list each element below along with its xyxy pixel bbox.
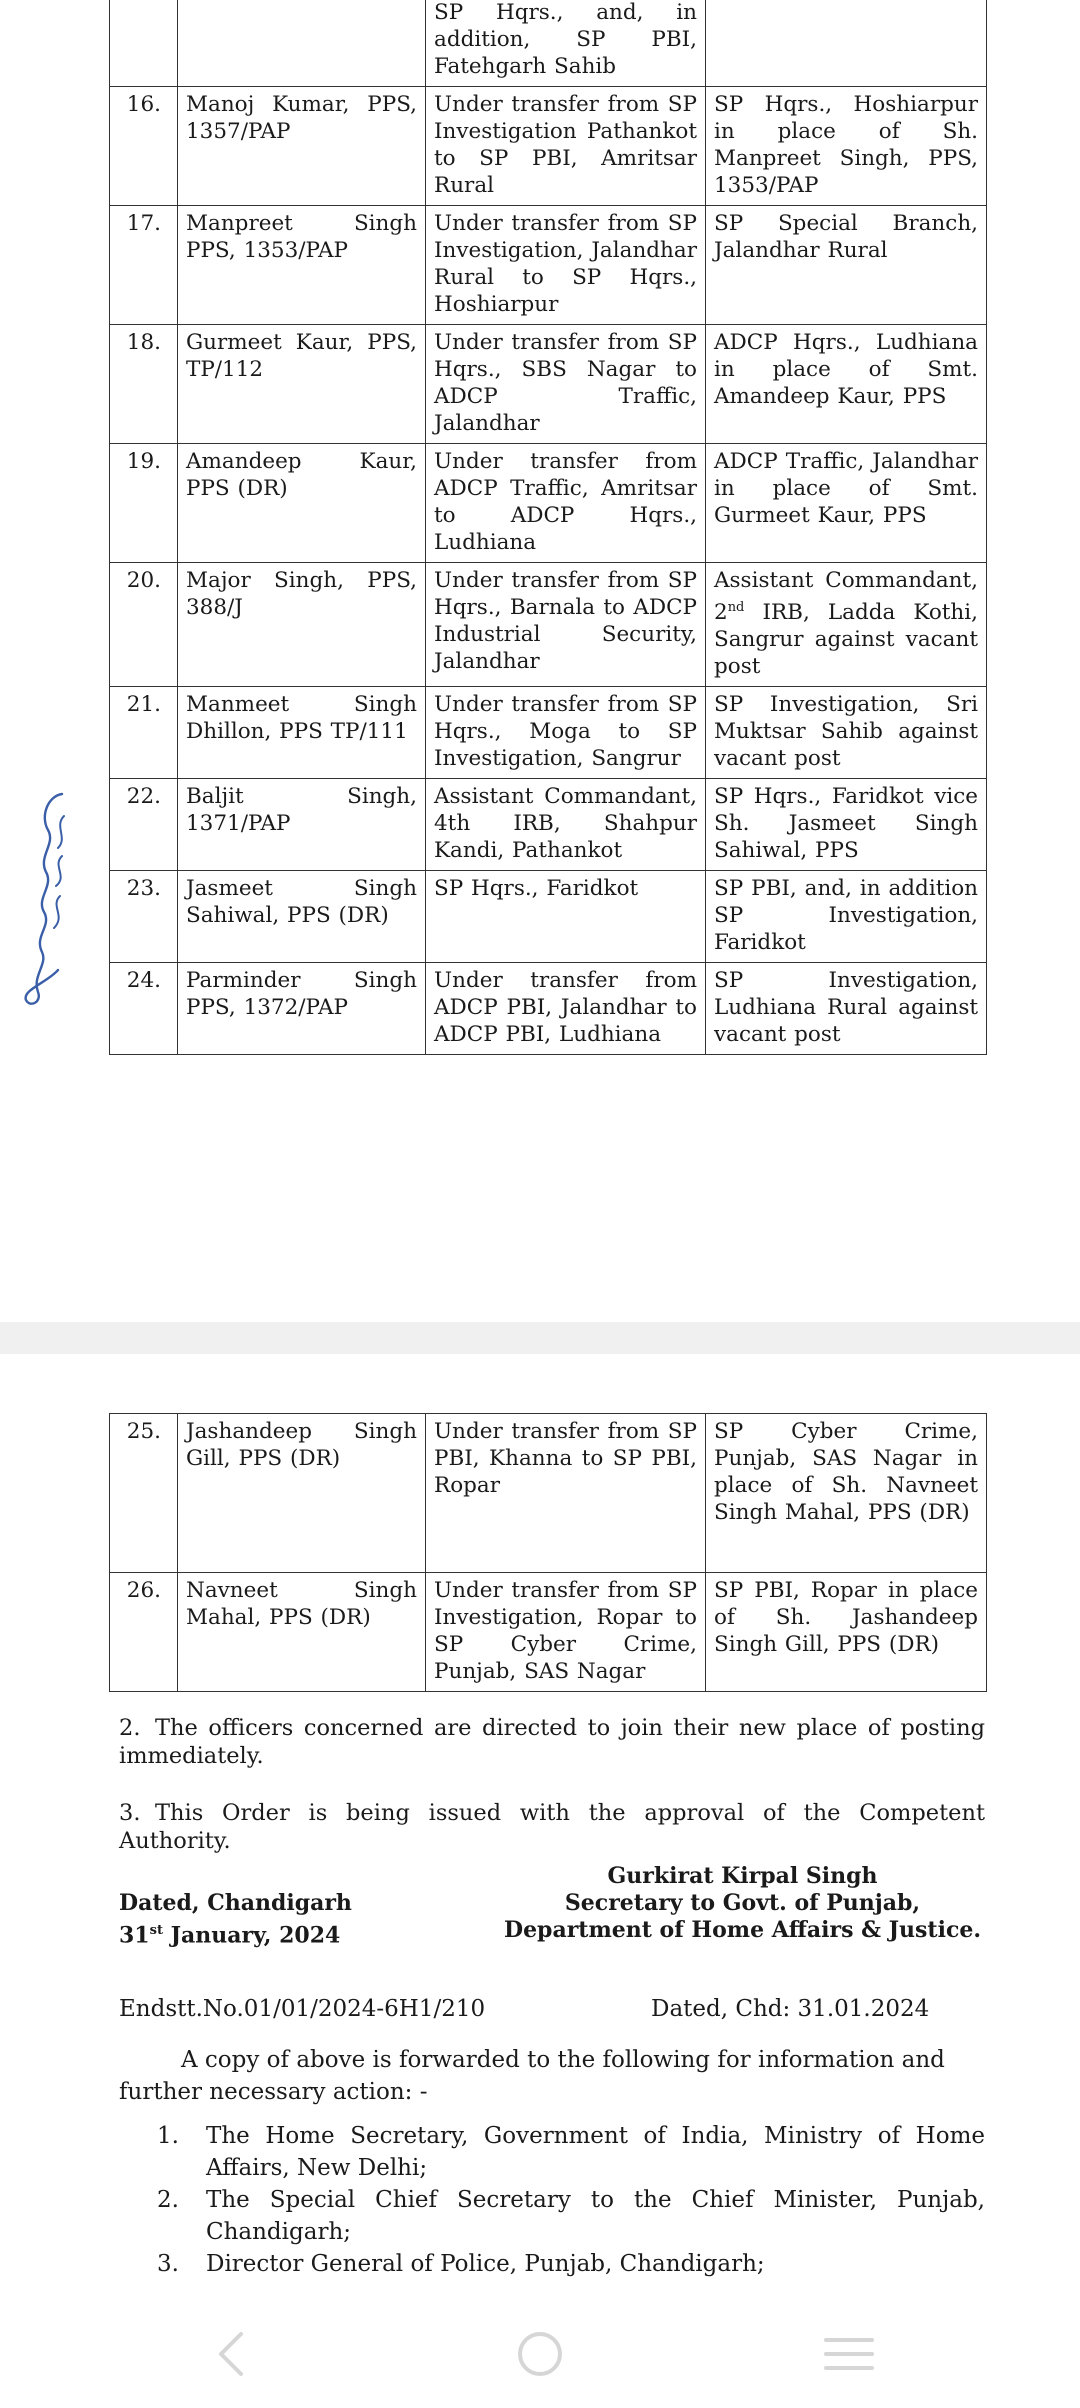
present-posting: Under transfer from SP Hqrs., SBS Nagar to ADCP Traffic, Jalandhar <box>426 325 706 444</box>
row-number: 20. <box>110 563 178 687</box>
paragraph-number: 3. <box>119 1800 141 1826</box>
list-number: 1. <box>157 2123 179 2149</box>
paragraph-text: This Order is being issued with the approval of the Competent Authority. <box>119 1800 985 1854</box>
recipient-list <box>119 2120 985 2280</box>
signatory-designation: Secretary to Govt. of Punjab, <box>564 1890 921 1916</box>
present-posting: Under transfer from SP Hqrs., Moga to SP Investigation, Sangrur <box>426 687 706 779</box>
row-number: 17. <box>110 206 178 325</box>
present-posting: Under transfer from ADCP PBI, Jalandhar to ADCP PBI, Ludhiana <box>426 963 706 1055</box>
row-number: 19. <box>110 444 178 563</box>
handwritten-signature <box>18 786 78 1016</box>
list-item <box>119 2120 985 2184</box>
new-posting-text: Assistant Commandant, 2 <box>714 568 978 626</box>
new-posting: SP PBI, and, in addition SP Investigation, Faridkot <box>706 871 987 963</box>
officer-name: Baljit Singh, 1371/PAP <box>178 779 426 871</box>
new-posting: ADCP Hqrs., Ludhiana in place of Smt. Amandeep Kaur, PPS <box>706 325 987 444</box>
present-posting: Under transfer from ADCP Traffic, Amritsar to ADCP Hqrs., Ludhiana <box>426 444 706 563</box>
officer-name: Parminder Singh PPS, 1372/PAP <box>178 963 426 1055</box>
row-number: 18. <box>110 325 178 444</box>
dated-date: 31st January, 2024 <box>119 1922 341 1949</box>
dated-place: Dated, Chandigarh <box>119 1890 352 1916</box>
row-number: 16. <box>110 87 178 206</box>
officer-name: Manmeet Singh Dhillon, PPS TP/111 <box>178 687 426 779</box>
table-row <box>110 963 987 1055</box>
new-posting: SP PBI, Ropar in place of Sh. Jashandeep Singh Gill, PPS (DR) <box>706 1573 987 1692</box>
table-row <box>110 871 987 963</box>
paragraph-2 <box>119 1714 985 1770</box>
new-posting <box>706 563 987 687</box>
new-posting: SP Special Branch, Jalandhar Rural <box>706 206 987 325</box>
present-posting: SP Hqrs., and, in addition, SP PBI, Fatehgarh Sahib <box>426 0 706 87</box>
row-number: 26. <box>110 1573 178 1692</box>
date-block <box>119 1890 419 1949</box>
list-item <box>119 2184 985 2248</box>
officer-name: Manoj Kumar, PPS, 1357/PAP <box>178 87 426 206</box>
row-number: 23. <box>110 871 178 963</box>
copy-forward-text: A copy of above is forwarded to the following for information and further necessary action: - <box>119 2047 945 2105</box>
row-number <box>110 0 178 87</box>
endorsement-date: Dated, Chd: 31.01.2024 <box>651 1996 930 2022</box>
recipient-text: The Home Secretary, Government of India, Ministry of Home Affairs, New Delhi; <box>206 2123 985 2181</box>
posting-table <box>109 1413 987 1692</box>
row-number: 22. <box>110 779 178 871</box>
officer-name: Jasmeet Singh Sahiwal, PPS (DR) <box>178 871 426 963</box>
new-posting: SP Hqrs., Faridkot vice Sh. Jasmeet Singh Sahiwal, PPS <box>706 779 987 871</box>
ordinal-suffix: nd <box>727 600 745 615</box>
endorsement-line <box>119 1995 985 2025</box>
recipient-text: Director General of Police, Punjab, Chandigarh; <box>206 2251 765 2277</box>
home-icon[interactable] <box>514 2320 566 2388</box>
new-posting: ADCP Traffic, Jalandhar in place of Smt. Gurmeet Kaur, PPS <box>706 444 987 563</box>
table-row <box>110 444 987 563</box>
endorsement-number: Endstt.No.01/01/2024-6H1/210 <box>119 1996 486 2022</box>
list-number: 3. <box>157 2251 179 2277</box>
new-posting: SP Cyber Crime, Punjab, SAS Nagar in place of Sh. Navneet Singh Mahal, PPS (DR) <box>706 1414 987 1573</box>
back-icon[interactable] <box>205 2320 255 2388</box>
table-row <box>110 563 987 687</box>
paragraph-3 <box>119 1799 985 1855</box>
present-posting: Under transfer from SP Investigation, Jalandhar Rural to SP Hqrs., Hoshiarpur <box>426 206 706 325</box>
table-row <box>110 1573 987 1692</box>
signature-block <box>119 1863 985 1949</box>
row-number: 21. <box>110 687 178 779</box>
new-posting: SP Hqrs., Hoshiarpur in place of Sh. Manpreet Singh, PPS, 1353/PAP <box>706 87 987 206</box>
page-separator <box>0 1322 1080 1354</box>
navigation-bar <box>0 2320 1080 2388</box>
new-posting: SP Investigation, Ludhiana Rural against vacant post <box>706 963 987 1055</box>
present-posting: Under transfer from SP PBI, Khanna to SP PBI, Ropar <box>426 1414 706 1573</box>
row-number: 24. <box>110 963 178 1055</box>
list-number: 2. <box>157 2187 179 2213</box>
recipient-text: The Special Chief Secretary to the Chief Minister, Punjab, Chandigarh; <box>206 2187 985 2245</box>
officer-name: Amandeep Kaur, PPS (DR) <box>178 444 426 563</box>
posting-table-continued <box>109 0 987 1055</box>
new-posting: SP Investigation, Sri Muktsar Sahib against vacant post <box>706 687 987 779</box>
signatory-department: Department of Home Affairs & Justice. <box>503 1917 981 1943</box>
recents-icon[interactable] <box>824 2320 874 2388</box>
signatory <box>504 1863 981 1944</box>
officer-name: Navneet Singh Mahal, PPS (DR) <box>178 1573 426 1692</box>
officer-name: Manpreet Singh PPS, 1353/PAP <box>178 206 426 325</box>
paragraph-number: 2. <box>119 1715 141 1741</box>
present-posting: Under transfer from SP Investigation Pathankot to SP PBI, Amritsar Rural <box>426 87 706 206</box>
new-posting-text: IRB, Ladda Kothi, Sangrur against vacant post <box>714 600 978 680</box>
table-row <box>110 1414 987 1573</box>
table-row <box>110 779 987 871</box>
officer-name: Gurmeet Kaur, PPS, TP/112 <box>178 325 426 444</box>
officer-name: Major Singh, PPS, 388/J <box>178 563 426 687</box>
table-row <box>110 87 987 206</box>
list-item <box>119 2248 985 2280</box>
signatory-name: Gurkirat Kirpal Singh <box>607 1863 878 1889</box>
document-page-2 <box>0 1354 1080 2408</box>
row-number: 25. <box>110 1414 178 1573</box>
present-posting: SP Hqrs., Faridkot <box>426 871 706 963</box>
table-row <box>110 325 987 444</box>
new-posting <box>706 0 987 87</box>
present-posting: Assistant Commandant, 4th IRB, Shahpur Kandi, Pathankot <box>426 779 706 871</box>
table-row <box>110 687 987 779</box>
officer-name: Jashandeep Singh Gill, PPS (DR) <box>178 1414 426 1573</box>
present-posting: Under transfer from SP Hqrs., Barnala to ADCP Industrial Security, Jalandhar <box>426 563 706 687</box>
officer-name <box>178 0 426 87</box>
table-row <box>110 206 987 325</box>
present-posting: Under transfer from SP Investigation, Ropar to SP Cyber Crime, Punjab, SAS Nagar <box>426 1573 706 1692</box>
paragraph-text: The officers concerned are directed to join their new place of posting immediately. <box>119 1715 985 1769</box>
table-row <box>110 0 987 87</box>
